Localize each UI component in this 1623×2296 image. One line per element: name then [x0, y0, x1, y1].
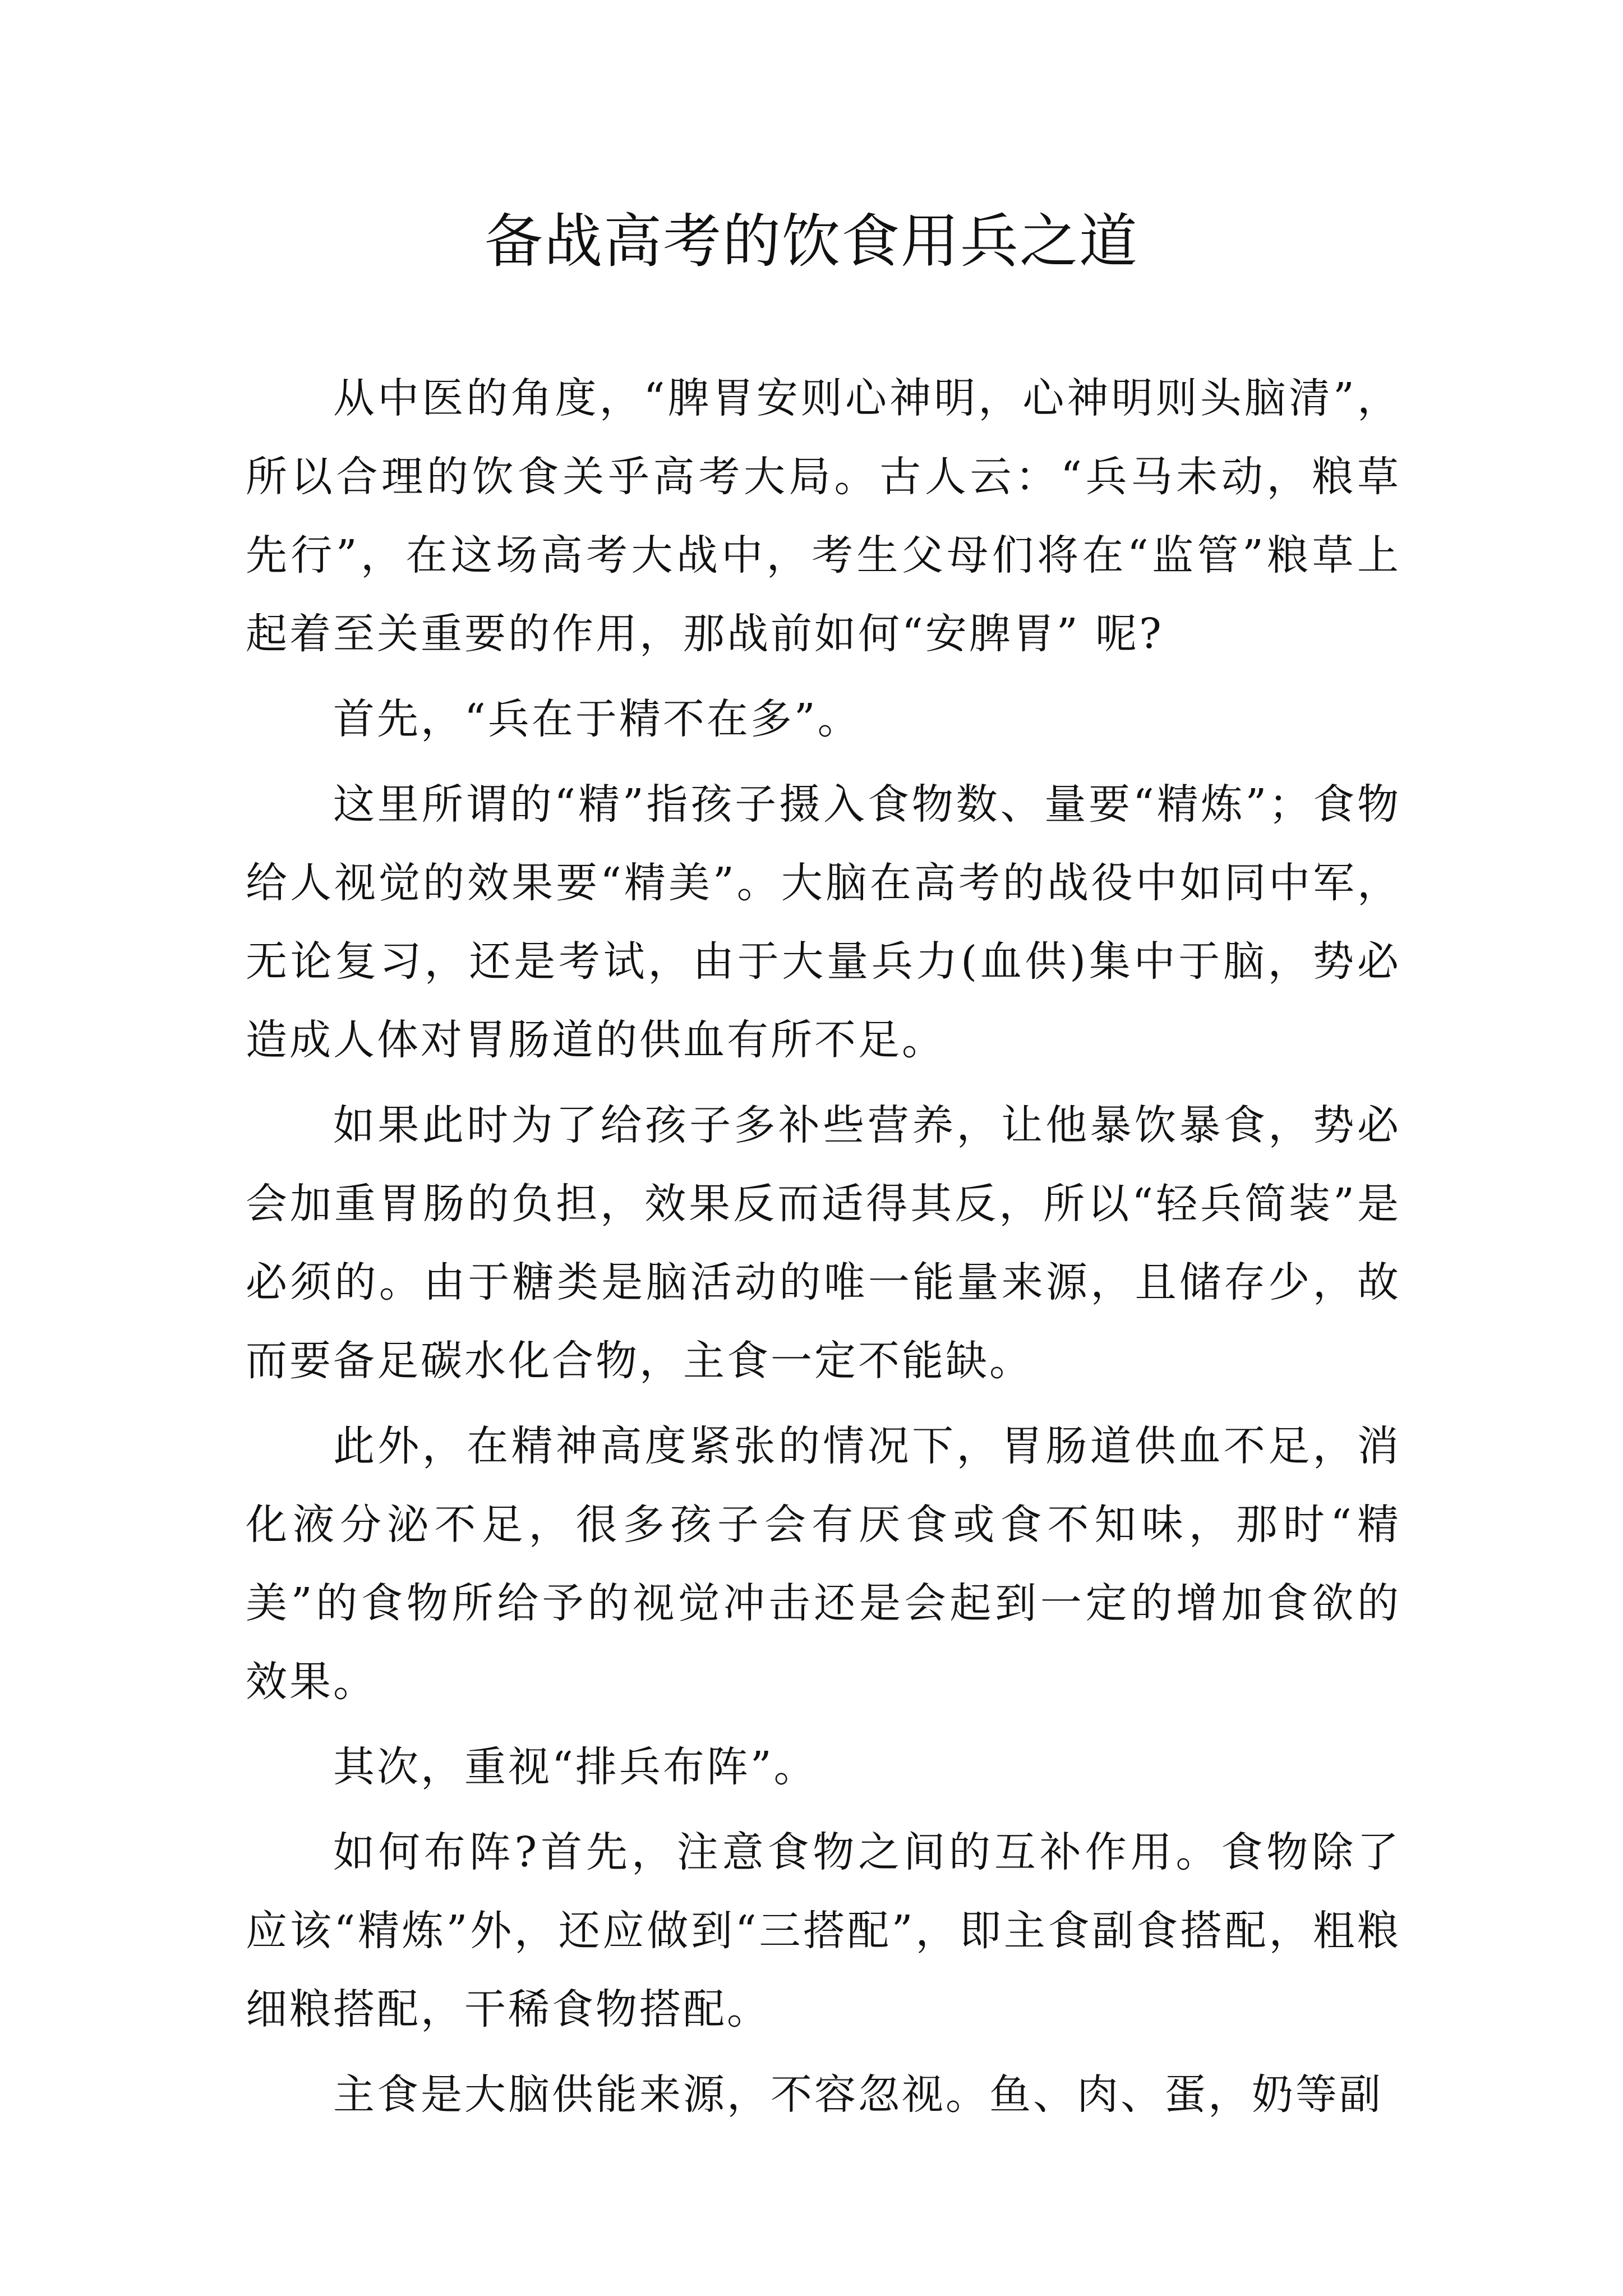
paragraph: 如何布阵?首先，注意食物之间的互补作用。食物除了应该“精炼”外，还应做到“三搭配”，即主食副食搭配，粗粮细粮搭配，干稀食物搭配。 [246, 1828, 1401, 2033]
paragraph: 首先，“兵在于精不在多”。 [333, 695, 861, 743]
paragraph: 主食是大脑供能来源，不容忽视。鱼、肉、蛋，奶等副 [333, 2070, 1383, 2119]
document-title: 备战高考的饮食用兵之道 [484, 207, 1138, 275]
paragraph: 从中医的角度，“脾胃安则心神明，心神明则头脑清”，所以合理的饮食关乎高考大局。古人云：“兵马未动，粮草先行”，在这场高考大战中，考生父母们将在“监管”粮草上起着至关重要的作用，那战前如何“安脾胃” 呢? [246, 374, 1401, 658]
paragraph: 这里所谓的“精”指孩子摄入食物数、量要“精炼”；食物给人视觉的效果要“精美”。大脑在高考的战役中如同中军，无论复习，还是考试，由于大量兵力(血供)集中于脑，势必造成人体对胃肠道的供血有所不足。 [246, 780, 1401, 1064]
paragraph: 其次，重视“排兵布阵”。 [333, 1743, 818, 1791]
paragraph: 此外，在精神高度紧张的情况下，胃肠道供血不足，消化液分泌不足，很多孩子会有厌食或食不知味，那时“精美”的食物所给予的视觉冲击还是会起到一定的增加食欲的效果。 [246, 1422, 1401, 1706]
paragraph: 如果此时为了给孩子多补些营养，让他暴饮暴食，势必会加重胃肠的负担，效果反而适得其反，所以“轻兵简装”是必须的。由于糖类是脑活动的唯一能量来源，且储存少，故而要备足碳水化合物，主食一定不能缺。 [246, 1101, 1401, 1385]
document-body [246, 359, 1401, 2141]
